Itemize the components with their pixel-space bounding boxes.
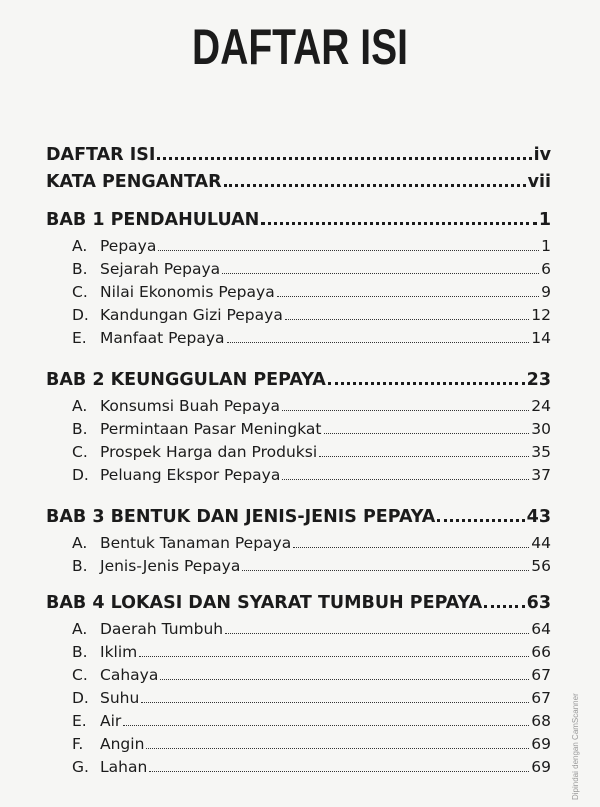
subentry-letter: G. (72, 758, 89, 776)
dot-leader (277, 285, 539, 297)
toc-subentry (46, 237, 551, 260)
chapter-label: BAB 2 KEUNGGULAN PEPAYA (46, 370, 326, 391)
subentry-page: 69 (531, 758, 551, 776)
chapter-page: 23 (526, 370, 551, 391)
dot-leader (282, 468, 529, 480)
subentry-letter: C. (72, 443, 88, 461)
toc-chapter-2 (46, 370, 551, 489)
subentry-page: 69 (531, 735, 551, 753)
toc-subentry (46, 420, 551, 443)
subentry-letter: D. (72, 306, 89, 324)
subentry-page: 56 (531, 557, 551, 575)
dot-leader (225, 622, 529, 634)
subentry-page: 66 (531, 643, 551, 661)
toc-entry-label: KATA PENGANTAR (46, 172, 222, 193)
page-title: DAFTAR ISI (192, 19, 408, 75)
subentry-page: 14 (531, 329, 551, 347)
subentry-letter: C. (72, 283, 88, 301)
chapter-page: 63 (526, 593, 551, 614)
subentry-label: Cahaya (100, 666, 159, 684)
chapter-label: BAB 3 BENTUK DAN JENIS-JENIS PEPAYA (46, 507, 436, 528)
toc-subentry (46, 283, 551, 306)
toc-subentry (46, 643, 551, 666)
toc-chapter-heading (46, 210, 551, 237)
dot-leader (123, 714, 529, 726)
dot-leader (139, 645, 529, 657)
subentry-label: Nilai Ekonomis Pepaya (100, 283, 275, 301)
subentry-label: Sejarah Pepaya (100, 260, 221, 278)
subentry-page: 44 (531, 534, 551, 552)
toc-subentry (46, 712, 551, 735)
dot-leader (261, 210, 536, 225)
toc-subentry (46, 620, 551, 643)
subentry-label: Pepaya (100, 237, 157, 255)
chapter-label: BAB 1 PENDAHULUAN (46, 210, 260, 231)
dot-leader (160, 668, 529, 680)
dot-leader (242, 559, 529, 571)
toc-subentry (46, 758, 551, 781)
subentry-page: 67 (531, 666, 551, 684)
toc-subentry (46, 260, 551, 283)
dot-leader (328, 370, 525, 385)
subentry-label: Peluang Ekspor Pepaya (100, 466, 281, 484)
subentry-letter: E. (72, 712, 87, 730)
dot-leader (484, 593, 524, 608)
subentry-page: 37 (531, 466, 551, 484)
subentry-letter: B. (72, 260, 88, 278)
subentry-letter: B. (72, 557, 88, 575)
toc-chapter-heading (46, 593, 551, 620)
subentry-page: 6 (541, 260, 551, 278)
toc-entry-page: iv (533, 145, 551, 166)
dot-leader (146, 737, 529, 749)
subentry-label: Angin (100, 735, 145, 753)
chapter-page: 43 (526, 507, 551, 528)
dot-leader (282, 399, 529, 411)
chapter-label: BAB 4 LOKASI DAN SYARAT TUMBUH PEPAYA (46, 593, 483, 614)
dot-leader (141, 691, 529, 703)
subentry-label: Prospek Harga dan Produksi (100, 443, 318, 461)
toc-entry (46, 172, 551, 199)
scanner-watermark: Dipindai dengan CamScanner (571, 693, 580, 800)
subentry-letter: D. (72, 689, 89, 707)
subentry-label: Air (100, 712, 122, 730)
subentry-letter: A. (72, 237, 88, 255)
toc-subentry (46, 329, 551, 352)
subentry-label: Iklim (100, 643, 138, 661)
subentry-letter: C. (72, 666, 88, 684)
toc-entry (46, 145, 551, 172)
subentry-letter: F. (72, 735, 84, 753)
subentry-page: 24 (531, 397, 551, 415)
toc-chapter-3 (46, 507, 551, 580)
subentry-letter: B. (72, 420, 88, 438)
dot-leader (324, 422, 530, 434)
subentry-letter: B. (72, 643, 88, 661)
toc-subentry (46, 666, 551, 689)
subentry-letter: E. (72, 329, 87, 347)
subentry-page: 68 (531, 712, 551, 730)
dot-leader (293, 536, 529, 548)
subentry-label: Konsumsi Buah Pepaya (100, 397, 281, 415)
toc-entry-label: DAFTAR ISI (46, 145, 156, 166)
dot-leader (222, 262, 539, 274)
toc-chapter-1 (46, 210, 551, 352)
dot-leader (319, 445, 529, 457)
subentry-label: Permintaan Pasar Meningkat (100, 420, 322, 438)
dot-leader (149, 760, 529, 772)
subentry-page: 9 (541, 283, 551, 301)
dot-leader (285, 308, 529, 320)
dot-leader (224, 172, 526, 187)
subentry-page: 67 (531, 689, 551, 707)
dot-leader (158, 239, 539, 251)
dot-leader (437, 507, 524, 522)
subentry-page: 35 (531, 443, 551, 461)
toc-front-matter (46, 145, 551, 199)
subentry-label: Bentuk Tanaman Pepaya (100, 534, 292, 552)
subentry-label: Suhu (100, 689, 140, 707)
dot-leader (157, 145, 531, 160)
toc-chapter-heading (46, 370, 551, 397)
subentry-page: 30 (531, 420, 551, 438)
subentry-page: 1 (541, 237, 551, 255)
toc-subentry (46, 534, 551, 557)
toc-subentry (46, 397, 551, 420)
subentry-page: 64 (531, 620, 551, 638)
subentry-label: Kandungan Gizi Pepaya (100, 306, 283, 324)
toc-subentry (46, 689, 551, 712)
toc-subentry (46, 306, 551, 329)
subentry-label: Jenis-Jenis Pepaya (100, 557, 241, 575)
subentry-page: 12 (531, 306, 551, 324)
subentry-letter: A. (72, 534, 88, 552)
toc-entry-page: vii (527, 172, 551, 193)
toc-chapter-heading (46, 507, 551, 534)
toc-subentry (46, 443, 551, 466)
subentry-label: Lahan (100, 758, 148, 776)
toc-subentry (46, 735, 551, 758)
subentry-letter: A. (72, 620, 88, 638)
subentry-letter: D. (72, 466, 89, 484)
dot-leader (227, 331, 530, 343)
toc-subentry (46, 557, 551, 580)
subentry-label: Manfaat Pepaya (100, 329, 225, 347)
subentry-label: Daerah Tumbuh (100, 620, 224, 638)
toc-subentry (46, 466, 551, 489)
chapter-page: 1 (538, 210, 551, 231)
subentry-letter: A. (72, 397, 88, 415)
toc-chapter-4 (46, 593, 551, 781)
